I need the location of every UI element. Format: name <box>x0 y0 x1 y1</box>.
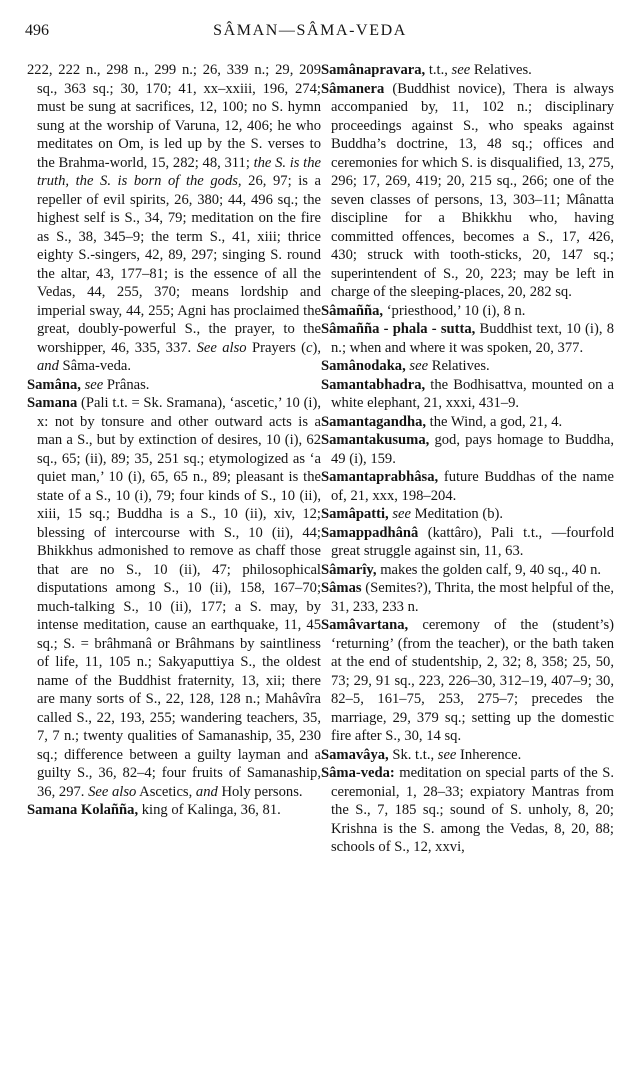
entry-text: (Buddhist novice), Thera is always accompanied by, 11, 102 n.; disciplinary proceedings against S., who speaks against Buddha’s doctrine, 13, 48 sq.; offices and ceremonies for which S. is disqualified, 13, 275, 296; 17, 269, 419; 20, 215 sq., 266; one of the seven classes of persons, 13, 303–11; Mânatta discipline for a Bhikkhu who, having committed offences, becomes a S., 17, 426, 430; struck with tooth-sticks, 20, 147 sq.; superintendent of S., 20, 223; may be left in charge of the sleeping-places, 20, 282 sq. <box>331 80 614 300</box>
entry-text: king of Kalinga, 36, 81. <box>138 802 281 818</box>
page-number: 496 <box>25 22 49 39</box>
entry-headword: Sâmañña - phala - sutta, <box>321 321 476 337</box>
entry-text: Meditation (b). <box>411 506 504 522</box>
entry-text: (Pali t.t. = Sk. Sramana), ‘ascetic,’ 10 (i), x: not by tonsure and other outward acts is a man a S., but by extinction of desires, 10 (i), 62 sq., 65; (ii), 89; 35, 251 sq.; etymologized as ‘a quiet man,’ 10 (i), 65, 65 n., 89; pleasant is the state of a S., 10 (i), 79; four kinds of S., 10 (ii), xiii, 15 sq.; Buddha is a S., 10 (ii), xiv, 12; blessing of intercourse with S., 10 (ii), 44; Bhikkhus admonished to remove as chaff those that are no S., 10 (ii), 47; philosophical disputations among S., 10 (ii), 158, 167–70; much-talking S., 10 (ii), 177; a S. may, by intense meditation, cause an earthquake, 11, 45 sq.; S. = brâhmanâ or Brâhmans by saintliness of life, 11, 105 n.; Sakyaputtiya S., the oldest name of the Buddhist fraternity, 13, xii; there are many sorts of S., 22, 128, 128 n.; Mahâvîra called S., 22, 193, 255; wandering teachers, 35, 7, 7 n.; twenty qualities of Samanaship, 35, 230 sq.; difference between a guilty layman and a guilty S., 36, 82–4; four fruits of Samanaship, 36, 297. <box>37 395 321 800</box>
index-entry <box>321 320 614 357</box>
entry-text: Holy persons. <box>217 783 303 800</box>
entry-text: Relatives. <box>470 62 532 78</box>
index-entry <box>321 357 614 376</box>
entry-headword: Samâpatti, <box>321 506 389 522</box>
index-entry <box>27 801 321 820</box>
entry-text: Relatives. <box>428 358 490 374</box>
running-head: SÂMAN—SÂMA-VEDA <box>213 22 407 39</box>
index-entry <box>321 468 614 505</box>
entry-headword: Sâmañña, <box>321 302 384 319</box>
entry-text: ), <box>312 339 321 356</box>
entry-headword: Samavâya, <box>321 746 389 763</box>
entry-headword: Sâmanera <box>321 80 385 97</box>
left-column <box>27 61 321 820</box>
entry-text: ‘priesthood,’ 10 (i), 8 n. <box>383 302 526 319</box>
entry-text: Prayers ( <box>246 339 306 356</box>
entry-headword: Samâna, <box>27 376 81 393</box>
index-entry <box>321 80 614 302</box>
entry-headword: Samantakusuma, <box>321 432 430 448</box>
index-entry <box>321 616 614 746</box>
entry-text: the Wind, a god, 21, 4. <box>426 413 563 430</box>
entry-text: Prânas. <box>103 376 150 393</box>
index-entry <box>321 561 614 580</box>
entry-italic: the S. is the truth, the S. is born of the gods, <box>37 154 321 189</box>
entry-italic: see <box>409 358 429 374</box>
index-entry <box>321 524 614 561</box>
entry-italic: see <box>392 506 411 522</box>
entry-italic: See also <box>88 783 137 800</box>
index-entry <box>321 579 614 616</box>
index-entry <box>27 394 321 801</box>
entry-italic: See also <box>196 339 247 356</box>
entry-text: 222, 222 n., 298 n., 299 n.; 26, 339 n.; 29, 209 sq., 363 sq.; 30, 170; 41, xx–xxiii, 196, 274; must be sung at sacrifices, 12, 100; no S. hymn sung at the worship of Varuna, 12, 406; he who meditates on Om, is led up by the S. verses to the Brahma-world, 15, 282; 48, 311; <box>27 62 321 171</box>
entry-italic: and <box>37 358 59 374</box>
entry-text: (kattâro), Pali t.t., —fourfold great struggle against sin, 11, 63. <box>331 524 614 559</box>
entry-text: Buddhist text, 10 (i), 8 n.; when and where it was spoken, 20, 377. <box>331 321 614 356</box>
entry-text: Inherence. <box>456 746 522 763</box>
index-entry <box>321 431 614 468</box>
entry-text: Sk. t.t., <box>388 746 438 763</box>
entry-text: the Bodhisattva, mounted on a white elephant, 21, xxxi, 431–9. <box>331 376 614 411</box>
entry-italic: see <box>437 746 457 763</box>
index-entry <box>321 764 614 857</box>
entry-italic: and <box>195 783 218 800</box>
entry-headword: Sâma-veda: <box>321 765 395 781</box>
entry-text: 26, 97; is a repeller of evil spirits, 26, 380; 44, 496 sq.; the highest self is S., 34, 79; meditation on the fire as S., 38, 345–9; the term S., 41, xiii; thrice eighty S.-singers, 42, 89, 297; singing S. round the altar, 43, 177–81; is the essence of all the Vedas, 44, 255, 370; means lordship and imperial sway, 44, 255; Agni has proclaimed the great, doubly-powerful S., the prayer, to the worshipper, 46, 335, 337. <box>37 173 322 356</box>
entry-headword: Samânapravara, <box>321 62 426 78</box>
entry-headword: Sâmarîy, <box>321 561 377 578</box>
entry-text: ceremony of the (student’s) ‘returning’ (from the teacher), or the bath taken at the end of studentship, 2, 32; 8, 358; 25, 50, 73; 29, 91 sq., 223, 226–30, 312–19, 407–9; 30, 82–5, 161–75, 253, 275–7; precedes the marriage, 29, 379 sq.; setting up the domestic fire after S., 30, 14 sq. <box>331 617 614 744</box>
entry-text: god, pays homage to Buddha, 49 (i), 159. <box>331 432 614 467</box>
entry-text: Sâma-veda. <box>58 358 132 374</box>
entry-text: meditation on special parts of the S. ceremonial, 1, 28–33; expiatory Mantras from the S., 7, 185 sq.; sound of S. unholy, 8, 20; Krishna is the S. among the Vedas, 8, 20, 88; schools of S., 12, xxvi, <box>331 765 614 855</box>
entry-headword: Samappadhânâ <box>321 524 419 541</box>
index-entry <box>321 61 614 80</box>
index-entry <box>321 746 614 765</box>
entry-headword: Samana Kolañña, <box>27 802 139 818</box>
index-entry <box>27 61 321 376</box>
entry-text: t.t., <box>425 62 452 78</box>
entry-italic: see <box>84 376 104 393</box>
entry-italic: c <box>306 339 313 356</box>
entry-headword: Samana <box>27 395 78 411</box>
entry-text: makes the golden calf, 9, 40 sq., 40 n. <box>376 561 602 578</box>
entry-headword: Samânodaka, <box>321 358 406 374</box>
index-entry <box>321 413 614 432</box>
index-entry <box>321 302 614 321</box>
entry-headword: Sâmas <box>321 580 362 596</box>
index-entry <box>321 376 614 413</box>
entry-headword: Samâvartana, <box>321 617 409 633</box>
entry-headword: Samantagandha, <box>321 413 427 430</box>
entry-text: Ascetics, <box>136 783 196 800</box>
entry-italic: see <box>451 62 471 78</box>
index-entry <box>27 376 321 395</box>
entry-text: (Semites?), Thrita, the most helpful of the, 31, 233, 233 n. <box>331 580 614 615</box>
entry-headword: Samantaprabhâsa, <box>321 469 439 485</box>
entry-headword: Samantabhadra, <box>321 376 426 393</box>
entry-text: future Buddhas of the name of, 21, xxx, 198–204. <box>331 469 614 504</box>
right-column <box>321 61 614 857</box>
index-entry <box>321 505 614 524</box>
